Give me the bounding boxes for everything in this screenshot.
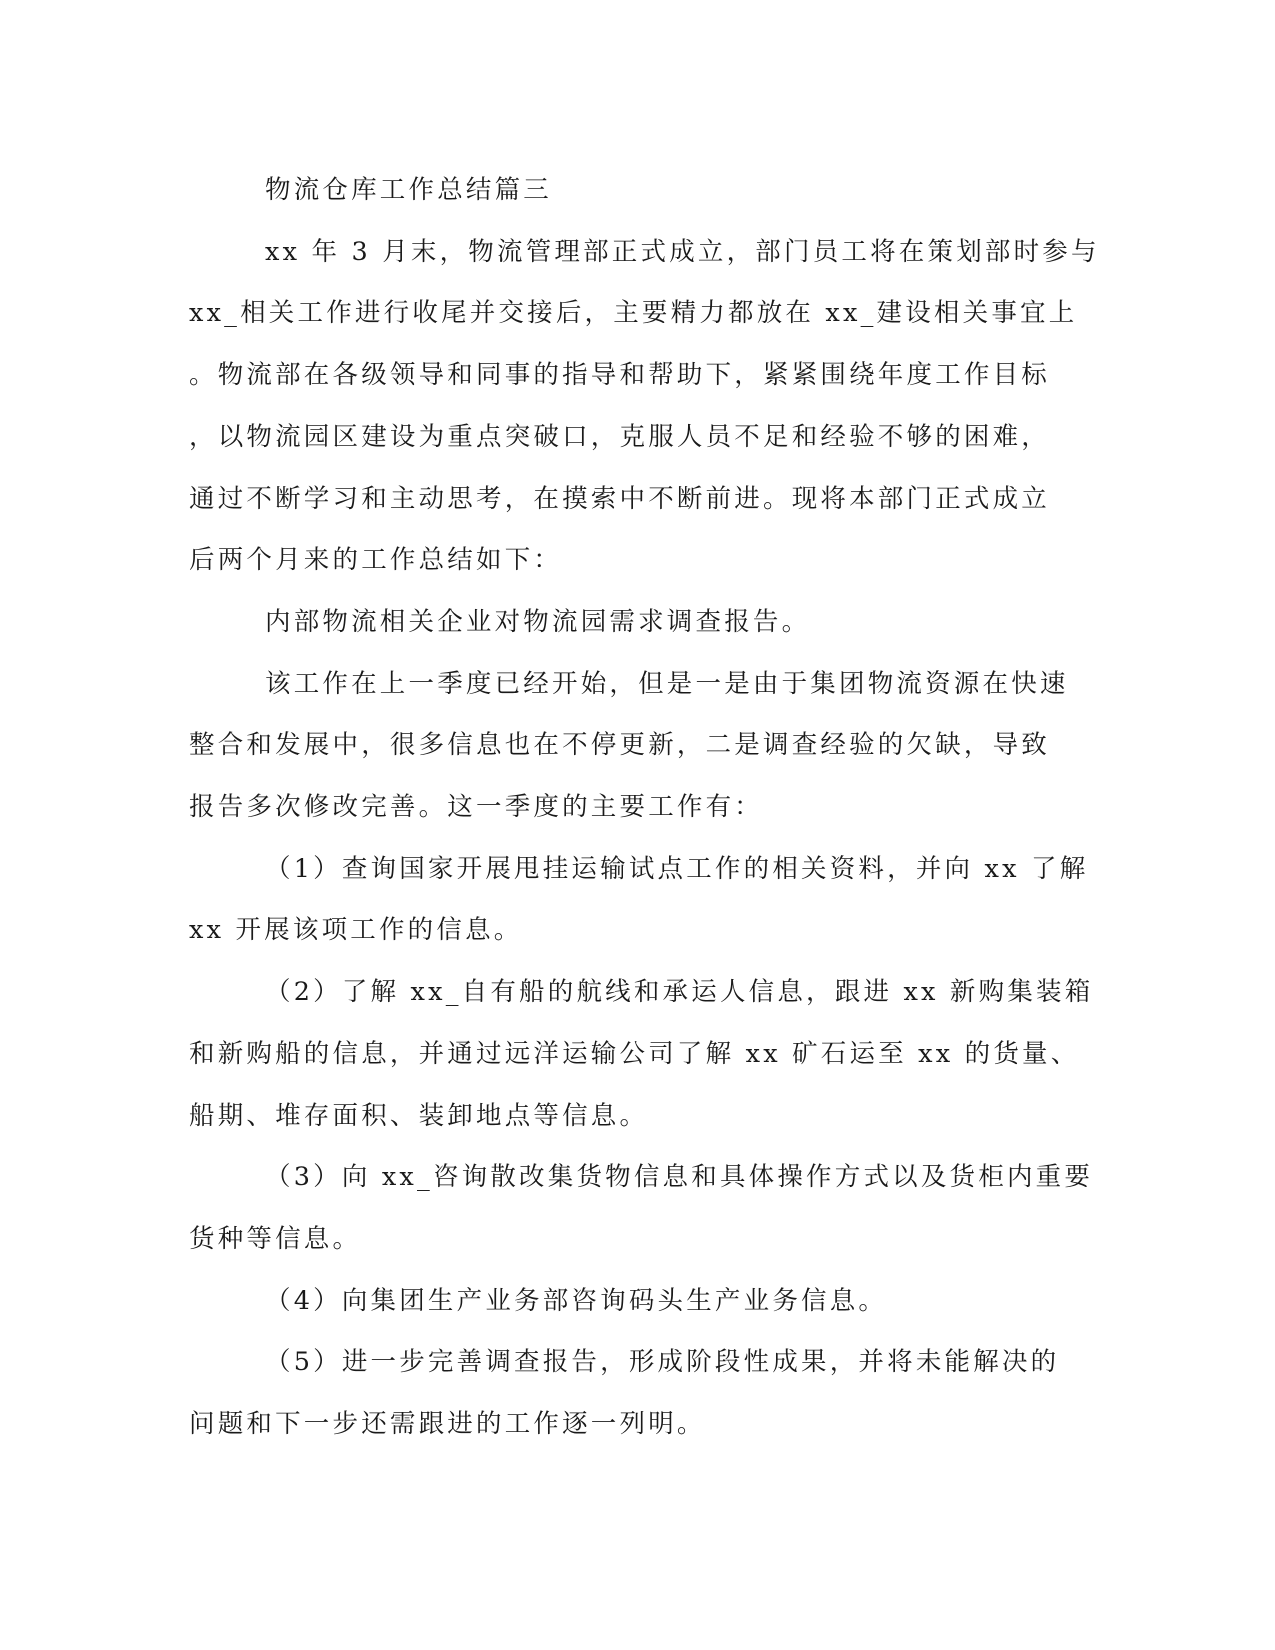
text-line: 船期、堆存面积、装卸地点等信息。 (189, 1100, 649, 1131)
text-line: 和新购船的信息，并通过远洋运输公司了解 xx 矿石运至 xx 的货量、 (189, 1038, 1080, 1069)
list-item-4 (189, 1271, 1089, 1333)
text-line: 问题和下一步还需跟进的工作逐一列明。 (189, 1409, 706, 1440)
text-line: （5）进一步完善调查报告，形成阶段性成果，并将未能解决的 (265, 1347, 1060, 1378)
text-line: （3）向 xx_咨询散改集货物信息和具体操作方式以及货柜内重要 (265, 1162, 1094, 1193)
text-line: xx_相关工作进行收尾并交接后，主要精力都放在 xx_建设相关事宜上 (189, 298, 1078, 329)
text-line: 通过不断学习和主动思考，在摸索中不断前进。现将本部门正式成立 (189, 483, 1051, 514)
text-line: 该工作在上一季度已经开始，但是一是由于集团物流资源在快速 (265, 668, 1069, 699)
text-line: xx 年 3 月末，物流管理部正式成立，部门员工将在策划部时参与 (265, 236, 1100, 267)
text-line: 货种等信息。 (189, 1223, 362, 1254)
list-item-5 (189, 1332, 1089, 1455)
text-line: 报告多次修改完善。这一季度的主要工作有： (189, 792, 764, 823)
paragraph-intro (189, 222, 1100, 592)
section-heading (189, 592, 1089, 654)
text-line: ，以物流园区建设为重点突破口，克服人员不足和经验不够的困难， (189, 421, 1051, 452)
text-line: （1）查询国家开展甩挂运输试点工作的相关资料，并向 xx 了解 (265, 853, 1089, 884)
text-line: （2）了解 xx_自有船的航线和承运人信息，跟进 xx 新购集装箱 (265, 977, 1094, 1008)
paragraph-background (189, 654, 1089, 839)
text-line: （4）向集团生产业务部咨询码头生产业务信息。 (265, 1285, 888, 1316)
list-item-1 (189, 839, 1089, 962)
text-line: 后两个月来的工作总结如下： (189, 545, 563, 576)
text-line: 。物流部在各级领导和同事的指导和帮助下，紧紧围绕年度工作目标 (189, 360, 1051, 391)
text-line: xx 开展该项工作的信息。 (189, 915, 523, 946)
document-title: 物流仓库工作总结篇三 (265, 175, 553, 205)
text-line: 整合和发展中，很多信息也在不停更新，二是调查经验的欠缺，导致 (189, 730, 1051, 761)
text-line: 内部物流相关企业对物流园需求调查报告。 (265, 606, 811, 637)
list-item-2 (189, 962, 1094, 1147)
document-body (189, 160, 1100, 1456)
list-item-3 (189, 1147, 1094, 1270)
